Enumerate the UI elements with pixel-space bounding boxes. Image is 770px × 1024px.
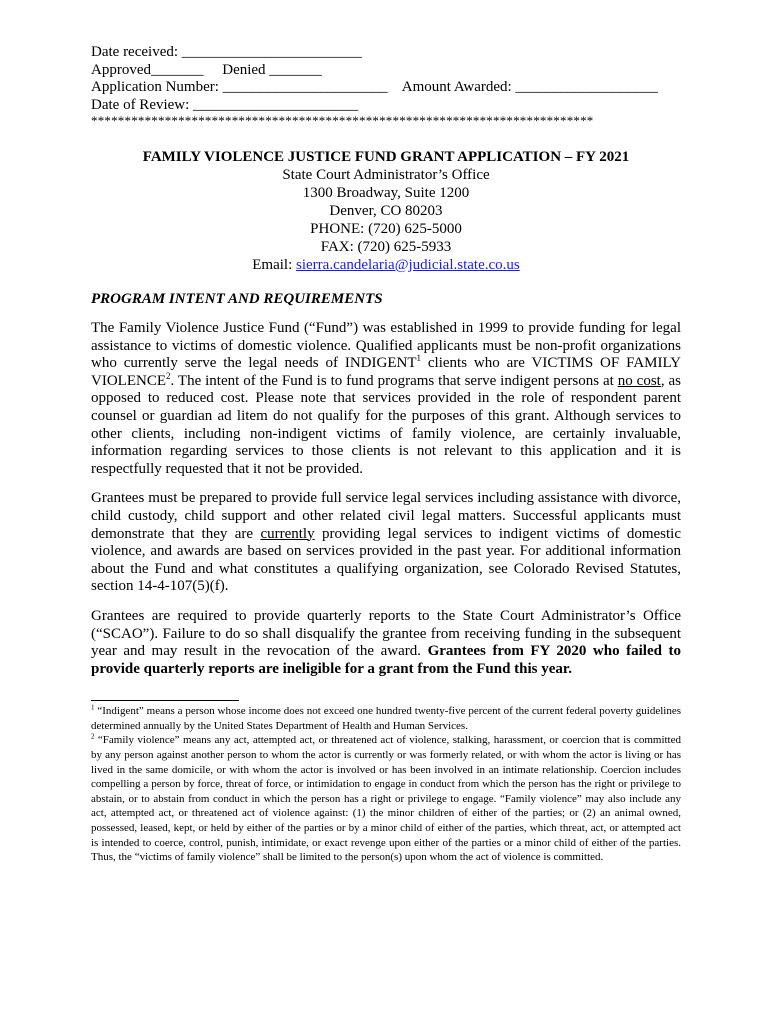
p1-text-d: , as opposed to reduced cost. Please note that services provided in the role of respondent parent counsel or guardian ad litem do not qualify for the purposes of this grant. Although services to other clients, including non-indigent victims of family violence, are certainly invaluable, information regarding services to those clients is not relevant to this application and it is respectfully requested that it not be provided. bbox=[91, 372, 681, 477]
asterisk-separator: *************************************************************************** bbox=[91, 114, 594, 128]
approved-denied-line: Approved_______ Denied _______ bbox=[91, 61, 322, 78]
paragraph-quarterly-reports bbox=[91, 608, 681, 678]
paragraph-grantee-services bbox=[91, 490, 681, 596]
p2-text-a: Grantees must be prepared to provide full service legal services including assistance with divorce, child custody, child support and other related civil legal matters. Successful applicants must demonstrate that they are bbox=[91, 490, 681, 542]
office-use-header bbox=[91, 44, 681, 128]
p1-underlined-no-cost: no cost bbox=[617, 372, 661, 389]
footnote-2 bbox=[91, 733, 681, 864]
document-title: FAMILY VIOLENCE JUSTICE FUND GRANT APPLICATION – FY 2021 bbox=[142, 149, 630, 165]
footnote-2-number: 2 bbox=[91, 732, 95, 741]
p1-text-b: clients who are VICTIMS OF FAMILY VIOLENCE bbox=[91, 355, 681, 389]
p3-text-a: Grantees are required to provide quarterly reports to the State Court Administrator’s Office (“SCAO”). Failure to do so shall disqualify the grantee from receiving funding in the subsequent year and may result in the revocation of the award. bbox=[91, 607, 681, 660]
office-name: State Court Administrator’s Office bbox=[282, 167, 490, 183]
section-heading: PROGRAM INTENT AND REQUIREMENTS bbox=[91, 291, 383, 307]
address-line-1: 1300 Broadway, Suite 1200 bbox=[302, 185, 470, 201]
p2-underlined-currently: currently bbox=[260, 525, 315, 542]
address-line-2: Denver, CO 80203 bbox=[329, 203, 443, 219]
email-link[interactable]: sierra.candelaria@judicial.state.co.us bbox=[296, 257, 520, 273]
title-block bbox=[91, 148, 681, 274]
paragraph-program-intent bbox=[91, 320, 681, 478]
p2-text-b: providing legal services to indigent victims of domestic violence, and awards are based on services provided in the past year. For additional information about the Fund and what constitutes a qualifying organization, see Colorado Revised Statutes, section 14-4-107(5)(f). bbox=[91, 525, 682, 595]
footnote-ref-2[interactable]: 2 bbox=[166, 370, 171, 381]
application-number-amount-line: Application Number: ______________________ Amount Awarded: ___________________ bbox=[91, 79, 658, 95]
footnote-1-number: 1 bbox=[91, 703, 95, 712]
footnote-ref-1[interactable]: 1 bbox=[416, 353, 421, 364]
p3-bold-warning: Grantees from FY 2020 who failed to provide quarterly reports are ineligible for a grant from the Fund this year. bbox=[91, 643, 681, 677]
footnote-1 bbox=[91, 704, 681, 733]
email-label: Email: bbox=[252, 257, 297, 273]
footnote-2-text: “Family violence” means any act, attempted act, or threatened act of violence, stalking, harassment, or coercion that is committed by any person against another person to whom the actor is currently or was formerly related, or with whom the actor is living or has lived in the same domicile, or with whom the actor is involved or has been involved in an intimate relationship. Coercion includes compelling a person by force, threat of force, or intimidation to engage in conduct from which the person has the right or privilege to abstain, or to abstain from conduct in which the person has a right or privilege to engage. “Family violence” may also include any act, attempted act, or threatened act of violence against: (1) the minor children of either of the parties; or (2) an animal owned, possessed, leased, kept, or held by either of the parties or by a minor child of either of the parties, which threat, act, or attempted act is intended to coerce, control, punish, intimidate, or exact revenge upon either of the parties or a minor child of either of the parties. Thus, the “victims of family violence” shall be limited to the person(s) upon whom the act of violence is committed. bbox=[91, 734, 681, 864]
date-received-line: Date received: ________________________ bbox=[91, 44, 362, 60]
document-page bbox=[91, 44, 681, 865]
p1-text-a: The Family Violence Justice Fund (“Fund”) was established in 1999 to provide funding for legal assistance to victims of domestic violence. Qualified applicants must be non-profit organizations who currently serve the legal needs of INDIGENT bbox=[91, 320, 681, 372]
email-line bbox=[91, 256, 681, 274]
phone-line: PHONE: (720) 625-5000 bbox=[310, 221, 462, 237]
footnote-divider bbox=[91, 700, 239, 701]
date-of-review-line: Date of Review: ______________________ bbox=[91, 96, 359, 113]
p1-text-c: . The intent of the Fund is to fund programs that serve indigent persons at bbox=[170, 372, 618, 389]
fax-line: FAX: (720) 625-5933 bbox=[320, 239, 452, 255]
footnote-1-text: “Indigent” means a person whose income does not exceed one hundred twenty-five percent of the current federal poverty guidelines determined annually by the United States Department of Health and Human Services. bbox=[91, 705, 681, 732]
